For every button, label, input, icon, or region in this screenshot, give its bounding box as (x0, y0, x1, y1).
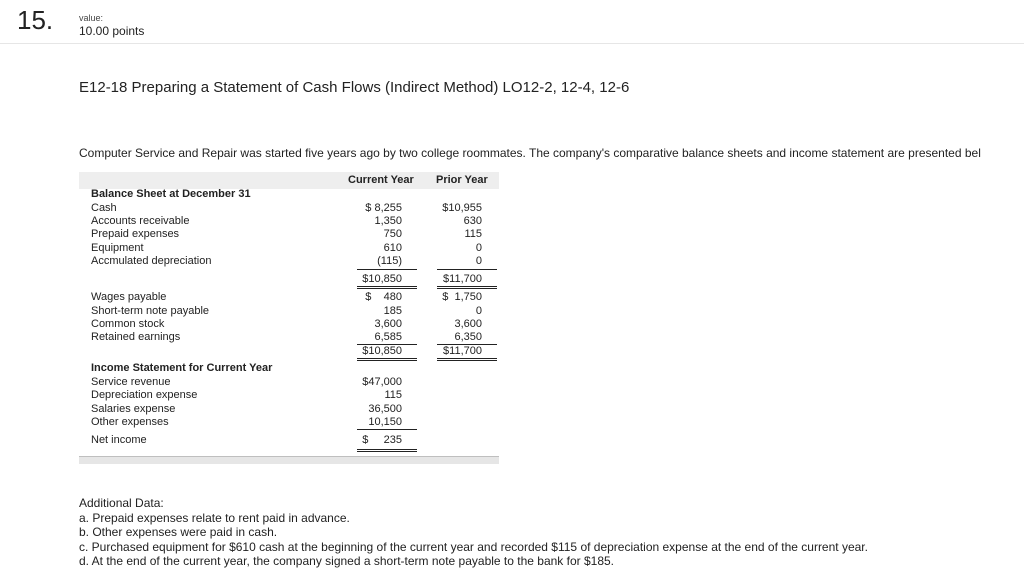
points-value: 10.00 points (79, 24, 145, 38)
subtotal-underline (357, 429, 417, 430)
additional-item: d. At the end of the current year, the company signed a short-term note payable to the bank for $185. (79, 554, 615, 568)
table-row-label: Depreciation expense (91, 389, 198, 401)
table-cell-prior: $10,955 (442, 202, 482, 214)
table-row-label: Accmulated depreciation (91, 255, 212, 267)
total-double-underline (357, 360, 417, 361)
table-row-label: Service revenue (91, 376, 171, 388)
table-cell-prior: 630 (463, 215, 482, 227)
total-double-underline (437, 286, 497, 287)
total-double-underline (357, 358, 417, 359)
total-double-underline (357, 449, 417, 450)
table-row-label: Equipment (91, 242, 144, 254)
total-double-underline (437, 358, 497, 359)
exercise-title: E12-18 Preparing a Statement of Cash Flows (Indirect Method) LO12-2, 12-4, 12-6 (79, 79, 630, 96)
total-liabilities-current: $10,850 (362, 345, 402, 357)
net-income-current: $ 235 (362, 434, 402, 446)
table-cell-prior: 0 (475, 242, 482, 254)
table-cell-current: $ 8,255 (365, 202, 402, 214)
table-row-label: Cash (91, 202, 117, 214)
table-cell-current: 6,585 (374, 331, 402, 343)
table-cell-prior: 115 (464, 228, 482, 240)
table-row-label: Prepaid expenses (91, 228, 180, 240)
additional-item: a. Prepaid expenses relate to rent paid in advance. (79, 510, 350, 525)
value-label: value: (79, 13, 104, 23)
total-double-underline (357, 451, 417, 452)
total-assets-current: $10,850 (362, 273, 402, 285)
total-double-underline (437, 288, 497, 289)
net-income-label: Net income (91, 434, 147, 446)
table-row-label: Other expenses (91, 416, 169, 428)
table-cell-prior: 3,600 (454, 318, 482, 330)
total-assets-prior: $11,700 (443, 273, 482, 285)
additional-item: c. Purchased equipment for $610 cash at the beginning of the current year and recorded $115 of depreciation expense at the end of the current year. (79, 539, 868, 554)
table-cell-current: $47,000 (362, 376, 402, 388)
balance-sheet-heading: Balance Sheet at December 31 (91, 188, 251, 200)
additional-item: b. Other expenses were paid in cash. (79, 525, 278, 539)
table-row-label: Common stock (91, 318, 165, 330)
table-cell-prior: 6,350 (454, 331, 482, 343)
column-header-current: Current Year (348, 174, 414, 186)
table-cell-prior: 0 (475, 255, 482, 267)
column-header-prior: Prior Year (436, 174, 488, 186)
table-cell-prior: $ 1,750 (442, 291, 482, 303)
table-cell-current: 10,150 (368, 416, 402, 428)
table-row-label: Short-term note payable (91, 305, 210, 317)
table-row-label: Salaries expense (91, 403, 176, 415)
table-cell-current: 610 (383, 242, 402, 254)
table-cell-current: 185 (383, 305, 402, 317)
table-cell-prior: 0 (475, 305, 482, 317)
additional-data (79, 496, 868, 569)
table-row-label: Retained earnings (91, 331, 181, 343)
additional-data-heading: Additional Data: (79, 496, 164, 510)
header-divider (0, 43, 1024, 44)
table-footer-band (79, 456, 499, 464)
subtotal-underline (437, 269, 497, 270)
table-cell-current: 3,600 (374, 318, 402, 330)
table-cell-current: 1,350 (374, 215, 402, 227)
total-double-underline (357, 286, 417, 287)
table-row-label: Accounts receivable (91, 215, 190, 227)
intro-text: Computer Service and Repair was started five years ago by two college roommates. The company's comparative balance sheets and income statement are presented bel (79, 146, 981, 160)
total-double-underline (437, 360, 497, 361)
question-number: 15. (17, 5, 54, 35)
subtotal-underline (357, 269, 417, 270)
table-cell-current: $ 480 (365, 291, 402, 303)
financial-statements-table (79, 172, 499, 462)
table-cell-current: 115 (384, 389, 402, 401)
table-cell-current: 36,500 (368, 403, 402, 415)
table-cell-current: 750 (383, 228, 402, 240)
table-row-label: Wages payable (91, 291, 167, 303)
total-liabilities-prior: $11,700 (443, 345, 482, 357)
income-statement-heading: Income Statement for Current Year (91, 362, 273, 374)
total-double-underline (357, 288, 417, 289)
table-cell-current: (115) (377, 255, 402, 267)
